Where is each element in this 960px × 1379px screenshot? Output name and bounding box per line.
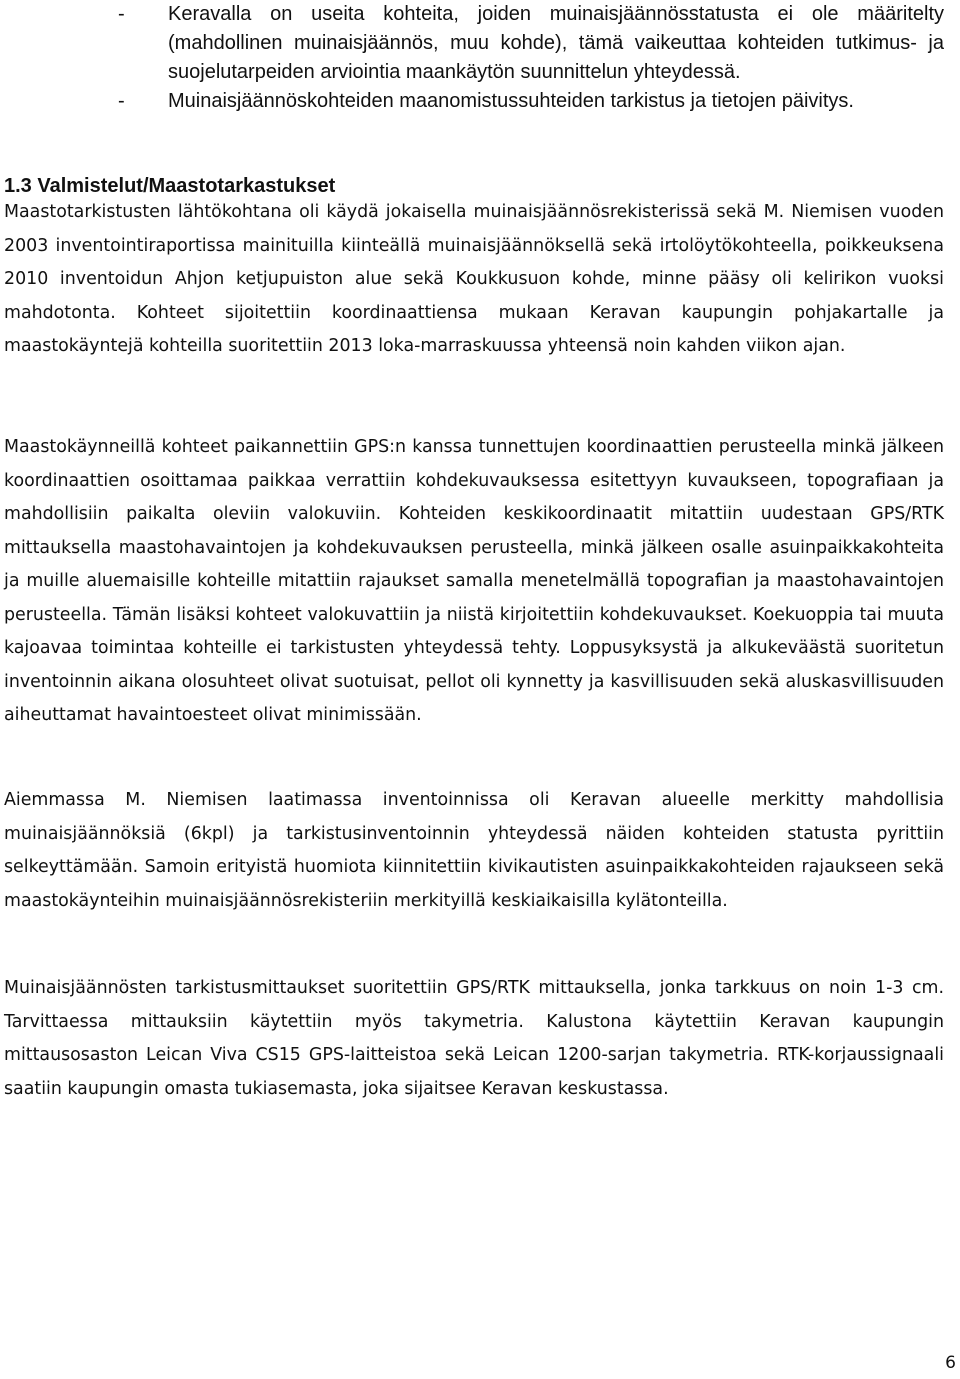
bullet-list: [0, 0, 960, 116]
bullet-item: [0, 0, 960, 87]
bullet-marker: -: [118, 3, 125, 25]
bullet-marker: -: [118, 90, 125, 112]
bullet-text: Keravalla on useita kohteita, joiden muinaisjäännösstatusta ei ole määritelty (mahdollinen muinaisjäännös, muu kohde), tämä vaikeuttaa kohteiden tutkimus- ja suojelutarpeiden arviointia maankäytön suunnittelun yhteydessä.: [168, 3, 944, 83]
paragraph: Maastokäynneillä kohteet paikannettiin GPS:n kanssa tunnettujen koordinaattien perusteella minkä jälkeen koordinaattien osoittamaa paikkaa verrattiin kohdekuvauksessa esitettyyn kuvaukseen, topografiaan ja mahdollisiin paikalta oleviin valokuviin. Kohteiden keskikoordinaatit mitattiin uudestaan GPS/RTK mittauksella maastohavaintojen ja kohdekuvauksen perusteella, minkä jälkeen osalle asuinpaikkakohteita ja muille aluemaisille kohteille mitattiin rajaukset samalla menetelmällä topografian ja maastohavaintojen perusteella. Tämän lisäksi kohteet valokuvattiin ja niistä kirjoitettiin kohdekuvaukset. Koekuoppia tai muuta kajoavaa toimintaa kohteille ei tarkistusten yhteydessä tehty. Loppusyksystä ja alkukeväästä suoritetun inventoinnin aikana olosuhteet olivat suotuisat, pellot oli kynnetty ja kasvillisuuden sekä aluskasvillisuuden aiheuttamat havaintoesteet olivat minimissään.: [4, 437, 944, 725]
paragraph: Aiemmassa M. Niemisen laatimassa inventoinnissa oli Keravan alueelle merkitty mahdollisia muinaisjäännöksiä (6kpl) ja tarkistusinventoinnin yhteydessä näiden kohteiden statusta pyrittiin selkeyttämään. Samoin erityistä huomiota kiinnitettiin kivikautisten asuinpaikkakohteiden rajaukseen sekä maastokäynteihin muinaisjäännösrekisteriin merkityillä keskiaikaisilla kylätonteilla.: [4, 790, 944, 911]
section-heading: 1.3 Valmistelut/Maastotarkastukset: [4, 175, 336, 197]
paragraph: Muinaisjäännösten tarkistusmittaukset suoritettiin GPS/RTK mittauksella, jonka tarkkuus on noin 1-3 cm. Tarvittaessa mittauksiin käytettiin myös takymetria. Kalustona käytettiin Keravan kaupungin mittausosaston Leican Viva CS15 GPS-laitteistoa sekä Leican 1200-sarjan takymetria. RTK-korjaussignaali saatiin kaupungin omasta tukiasemasta, joka sijaitsee Keravan keskustassa.: [4, 978, 944, 1099]
bullet-text: Muinaisjäännöskohteiden maanomistussuhteiden tarkistus ja tietojen päivitys.: [168, 90, 854, 112]
page-number: 6: [945, 1353, 956, 1373]
paragraph: Maastotarkistusten lähtökohtana oli käydä jokaisella muinaisjäännösrekisterissä sekä M. Niemisen vuoden 2003 inventointiraportissa mainituilla kiinteällä muinaisjäännöksellä sekä irtolöytökohteella, poikkeuksena 2010 inventoidun Ahjon ketjupuiston alue sekä Koukkusuon kohde, minne pääsy oli kelirikon vuoksi mahdotonta. Kohteet sijoitettiin koordinaattiensa mukaan Keravan kaupungin pohjakartalle ja maastokäyntejä kohteilla suoritettiin 2013 loka-marraskuussa yhteensä noin kahden viikon ajan.: [4, 202, 944, 356]
bullet-item: [0, 87, 960, 116]
